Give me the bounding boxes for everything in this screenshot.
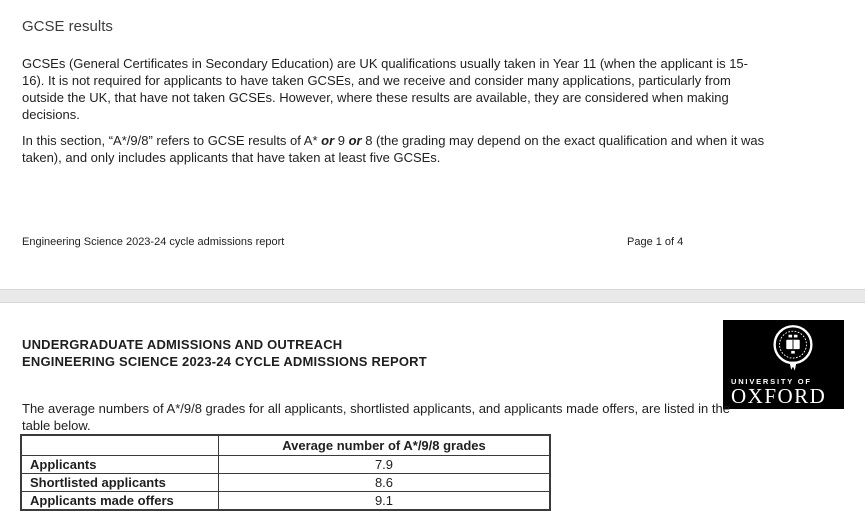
para-table-intro: The average numbers of A*/9/8 grades for all applicants, shortlisted applicants, and applicants made offers, are listed in the table below. — [22, 401, 730, 433]
row-value: 8.6 — [219, 474, 551, 492]
grades-table — [20, 434, 551, 511]
table-header-row — [21, 435, 550, 456]
oxford-crest-icon — [771, 324, 815, 376]
row-label: Applicants — [21, 456, 219, 474]
page-break-divider — [0, 289, 865, 303]
page-title: GCSE results — [22, 18, 113, 36]
footer-report-title: Engineering Science 2023-24 cycle admissions report — [22, 236, 285, 248]
para-grading-definition — [22, 132, 778, 166]
para-grading-part2: 9 — [334, 133, 349, 148]
table-row-shortlisted — [21, 474, 550, 492]
report-header-line2: ENGINEERING SCIENCE 2023-24 CYCLE ADMISSIONS REPORT — [22, 354, 427, 369]
logo-oxford-text: OXFORD — [731, 384, 827, 408]
table-col-header: Average number of A*/9/8 grades — [219, 435, 551, 456]
page-2 — [0, 303, 865, 512]
report-header — [22, 336, 427, 370]
or-emphasis-2: or — [348, 133, 362, 148]
table-row-applicants — [21, 456, 550, 474]
row-label: Shortlisted applicants — [21, 474, 219, 492]
table-row-offers — [21, 492, 550, 511]
row-value: 7.9 — [219, 456, 551, 474]
para-grading-part3: 8 (the grading may depend on the exact qualification and when it was taken), and only includes applicants that have taken at least five GCSEs. — [22, 133, 765, 165]
footer-page-number: Page 1 of 4 — [627, 236, 684, 248]
para-grading-part1: In this section, “A*/9/8” refers to GCSE results of A* — [22, 133, 322, 148]
or-emphasis-1: or — [321, 133, 335, 148]
table-corner-cell — [21, 435, 219, 456]
report-header-line1: UNDERGRADUATE ADMISSIONS AND OUTREACH — [22, 337, 343, 352]
logo-university-of-text: UNIVERSITY OF — [731, 377, 812, 386]
row-label: Applicants made offers — [21, 492, 219, 511]
row-value: 9.1 — [219, 492, 551, 511]
para-gcse-intro: GCSEs (General Certificates in Secondary Education) are UK qualifications usually taken in Year 11 (when the applicant is 15-16). It is not required for applicants to have taken GCSEs, and we receive and consider many applications, particularly from outside the UK, that have not taken GCSEs. However, where these results are available, they are considered when making decisions. — [22, 56, 748, 122]
oxford-logo — [723, 320, 844, 409]
